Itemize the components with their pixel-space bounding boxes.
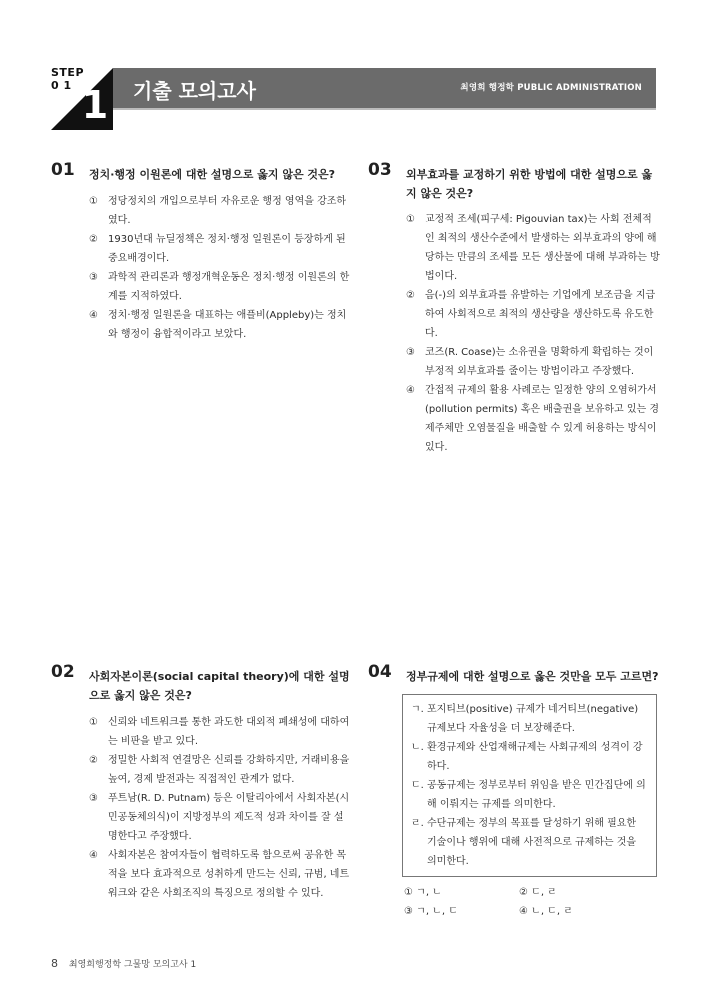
step-label-sub: 0 1 xyxy=(51,79,72,92)
statement-mark: ㄹ. xyxy=(411,818,424,829)
option-text: 정당정치의 개입으로부터 자유로운 행정 영역을 강조하였다. xyxy=(108,196,347,226)
answer-choice xyxy=(519,883,557,902)
header-bar xyxy=(113,68,656,108)
page-title: 기출 모의고사 xyxy=(133,79,256,103)
choice-mark: ① xyxy=(404,887,413,898)
choice-text: ㄱ, ㄴ, ㄷ xyxy=(416,906,458,917)
option-mark: ③ xyxy=(406,347,415,358)
header-subtitle: 최영희 행정학 PUBLIC ADMINISTRATION xyxy=(460,83,642,93)
option-mark: ④ xyxy=(406,385,415,396)
option-item xyxy=(406,210,661,286)
option-text: 정밀한 사회적 연결망은 신뢰를 강화하지만, 거래비용을 높여, 경제 발전과는 직접적인 관계가 없다. xyxy=(108,755,350,785)
option-item xyxy=(89,268,351,306)
option-text: 사회자본은 참여자들이 협력하도록 함으로써 공유한 목적을 보다 효과적으로 성취하게 만드는 신뢰, 규범, 네트워크와 같은 사회조직의 특징으로 정의할 수 있다. xyxy=(108,850,350,899)
option-item xyxy=(89,230,351,268)
answer-choice xyxy=(404,883,442,902)
option-mark: ① xyxy=(89,717,98,728)
option-text: 음(-)의 외부효과를 유발하는 기업에게 보조금을 지급하여 사회적으로 최적의 생산량을 생산하도록 유도한다. xyxy=(425,290,656,339)
option-text: 정치·행정 일원론을 대표하는 애플비(Appleby)는 정치와 행정이 융합적이라고 보았다. xyxy=(108,310,347,340)
option-list xyxy=(89,192,351,344)
question-number: 01 xyxy=(51,160,75,180)
step-number: 1 xyxy=(81,83,109,127)
option-text: 코즈(R. Coase)는 소유권을 명확하게 확립하는 것이 부정적 외부효과를 줄이는 방법이라고 주장했다. xyxy=(425,347,654,377)
page-footer xyxy=(51,957,196,970)
answer-choice xyxy=(519,902,573,921)
option-item xyxy=(406,343,661,381)
option-mark: ① xyxy=(89,196,98,207)
option-list xyxy=(406,210,661,457)
option-mark: ② xyxy=(89,234,98,245)
option-list xyxy=(89,713,351,903)
question-stem: 사회자본이론(social capital theory)에 대한 설명으로 옳지 않은 것은? xyxy=(89,670,350,702)
option-text: 간접적 규제의 활용 사례로는 일정한 양의 오염허가서(pollution permits) 혹은 배출권을 보유하고 있는 경제주체만 오염물질을 배출할 수 있게 허용하는 방식이 있다. xyxy=(425,385,660,453)
option-item xyxy=(89,751,351,789)
option-item xyxy=(89,846,351,903)
question-stem: 정부규제에 대한 설명으로 옳은 것만을 모두 고르면? xyxy=(406,670,659,683)
option-mark: ③ xyxy=(89,272,98,283)
option-mark: ① xyxy=(406,214,415,225)
choice-mark: ③ xyxy=(404,906,413,917)
step-label-text: STEP xyxy=(51,66,85,79)
statement-box xyxy=(402,694,657,877)
answer-choices xyxy=(404,883,654,923)
option-mark: ④ xyxy=(89,850,98,861)
statement-text: 환경규제와 산업재해규제는 사회규제의 성격이 강하다. xyxy=(427,742,643,772)
statement-mark: ㄷ. xyxy=(411,780,424,791)
header-divider xyxy=(113,108,656,110)
statement-text: 포지티브(positive) 규제가 네거티브(negative) 규제보다 자율성을 더 보장해준다. xyxy=(427,704,639,734)
option-text: 1930년대 뉴딜정책은 정치·행정 일원론이 등장하게 된 중요배경이다. xyxy=(108,234,346,264)
choice-text: ㄴ, ㄷ, ㄹ xyxy=(531,906,573,917)
choice-mark: ② xyxy=(519,887,528,898)
choice-text: ㄱ, ㄴ xyxy=(416,887,442,898)
option-item xyxy=(89,713,351,751)
statement-text: 공동규제는 정부로부터 위임을 받은 민간집단에 의해 이뤄지는 규제를 의미한다. xyxy=(427,780,646,810)
option-item xyxy=(89,192,351,230)
option-text: 과학적 관리론과 행정개혁운동은 정치·행정 이원론의 한계를 지적하였다. xyxy=(108,272,350,302)
option-mark: ④ xyxy=(89,310,98,321)
question-02 xyxy=(51,662,351,937)
option-item xyxy=(406,381,661,457)
option-mark: ② xyxy=(89,755,98,766)
option-text: 교정적 조세(피구세: Pigouvian tax)는 사회 전체적인 최적의 생산수준에서 발생하는 외부효과의 양에 해당하는 만큼의 조세를 모든 생산물에 대해 부과하는 방법이다. xyxy=(425,214,660,282)
question-stem: 정치·행정 이원론에 대한 설명으로 옳지 않은 것은? xyxy=(89,168,336,181)
option-text: 신뢰와 네트워크를 통한 과도한 대외적 폐쇄성에 대하여는 비판을 받고 있다. xyxy=(108,717,350,747)
statement-text: 수단규제는 정부의 목표를 달성하기 위해 필요한 기술이나 행위에 대해 사전적으로 규제하는 것을 의미한다. xyxy=(427,818,637,867)
statement-mark: ㄴ. xyxy=(411,742,424,753)
statement-item xyxy=(411,700,648,738)
statement-item xyxy=(411,776,648,814)
option-item xyxy=(406,286,661,343)
question-03 xyxy=(368,160,663,465)
statement-mark: ㄱ. xyxy=(411,704,424,715)
question-stem: 외부효과를 교정하기 위한 방법에 대한 설명으로 옳지 않은 것은? xyxy=(406,168,653,200)
choice-text: ㄷ, ㄹ xyxy=(531,887,557,898)
question-number: 02 xyxy=(51,662,75,682)
question-number: 03 xyxy=(368,160,392,180)
page-number: 8 xyxy=(51,957,58,970)
choice-mark: ④ xyxy=(519,906,528,917)
answer-choice xyxy=(404,902,458,921)
option-mark: ② xyxy=(406,290,415,301)
statement-item xyxy=(411,738,648,776)
option-text: 푸트남(R. D. Putnam) 등은 이탈리아에서 사회자본(시민공동체의식)이 지방정부의 제도적 성과 차이를 잘 설명한다고 주장했다. xyxy=(108,793,350,842)
question-number: 04 xyxy=(368,662,392,682)
option-mark: ③ xyxy=(89,793,98,804)
question-04 xyxy=(368,662,663,937)
option-item xyxy=(89,306,351,344)
statement-item xyxy=(411,814,648,871)
footer-text: 최영희행정학 그물망 모의고사 1 xyxy=(68,960,197,970)
question-01 xyxy=(51,160,351,365)
option-item xyxy=(89,789,351,846)
